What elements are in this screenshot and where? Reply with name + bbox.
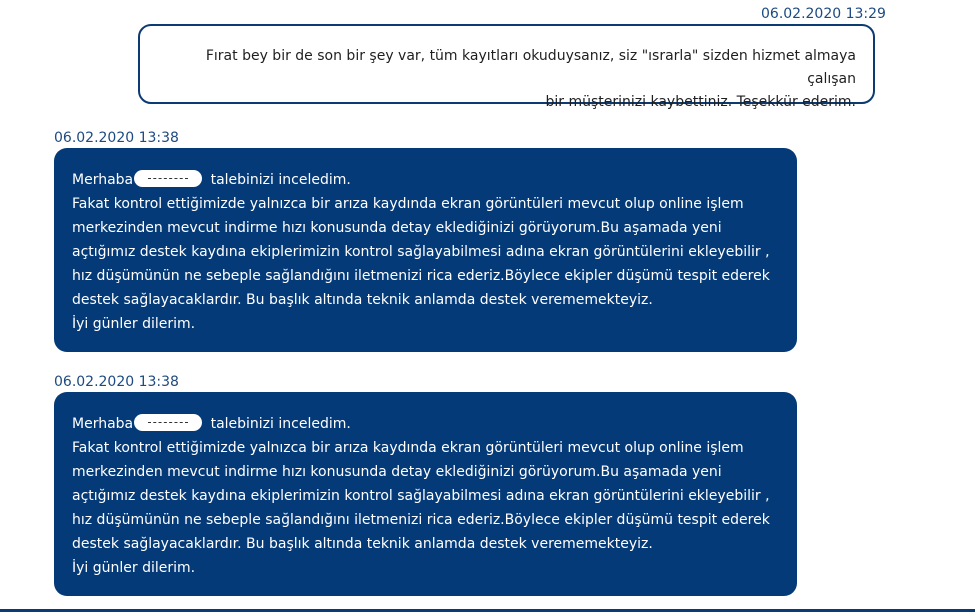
message-line: İyi günler dilerim. <box>72 560 196 576</box>
redacted-name <box>134 170 202 187</box>
greeting-line <box>72 412 779 436</box>
message-line: Fakat kontrol ettiğimizde yalnızca bir arıza kaydında ekran görüntüleri mevcut olup online işlem <box>72 440 744 456</box>
message-line: Fakat kontrol ettiğimizde yalnızca bir arıza kaydında ekran görüntüleri mevcut olup online işlem <box>72 196 744 212</box>
incoming-message-bubble <box>54 392 797 596</box>
greeting-suffix: talebinizi inceledim. <box>206 172 351 188</box>
message-line: bir müşterinizi kaybettiniz. Teşekkür ederim. <box>545 94 856 110</box>
message-timestamp: 06.02.2020 13:38 <box>54 374 179 390</box>
message-line: hız düşümünün ne sebeple sağlandığını iletmenizi rica ederiz.Böylece ekipler düşümü tespit ederek <box>72 268 770 284</box>
message-line: merkezinden mevcut indirme hızı konusunda detay eklediğinizi görüyorum.Bu aşamada yeni <box>72 464 722 480</box>
message-line: hız düşümünün ne sebeple sağlandığını iletmenizi rica ederiz.Böylece ekipler düşümü tespit ederek <box>72 512 770 528</box>
redacted-name <box>134 414 202 431</box>
outgoing-message-bubble <box>138 24 875 110</box>
message-line: merkezinden mevcut indirme hızı konusunda detay eklediğinizi görüyorum.Bu aşamada yeni <box>72 220 722 236</box>
message-timestamp: 06.02.2020 13:29 <box>761 6 886 22</box>
message-timestamp: 06.02.2020 13:38 <box>54 130 179 146</box>
message-line: destek sağlayacaklardır. Bu başlık altında teknik anlamda destek verememekteyiz. <box>72 292 653 308</box>
greeting-line <box>72 168 779 192</box>
greeting-prefix: Merhaba <box>72 416 134 432</box>
message-line: açtığımız destek kaydına ekiplerimizin kontrol sağlayabilmesi adına ekran görüntülerini ekleyebilir , <box>72 488 770 504</box>
message-line: açtığımız destek kaydına ekiplerimizin kontrol sağlayabilmesi adına ekran görüntülerini ekleyebilir , <box>72 244 770 260</box>
greeting-prefix: Merhaba <box>72 172 134 188</box>
message-line: İyi günler dilerim. <box>72 316 196 332</box>
message-line: destek sağlayacaklardır. Bu başlık altında teknik anlamda destek verememekteyiz. <box>72 536 653 552</box>
incoming-message-bubble <box>54 148 797 352</box>
greeting-suffix: talebinizi inceledim. <box>206 416 351 432</box>
message-line: Fırat bey bir de son bir şey var, tüm kayıtları okuduysanız, siz "ısrarla" sizden hizmet almaya çalışan <box>205 48 856 87</box>
